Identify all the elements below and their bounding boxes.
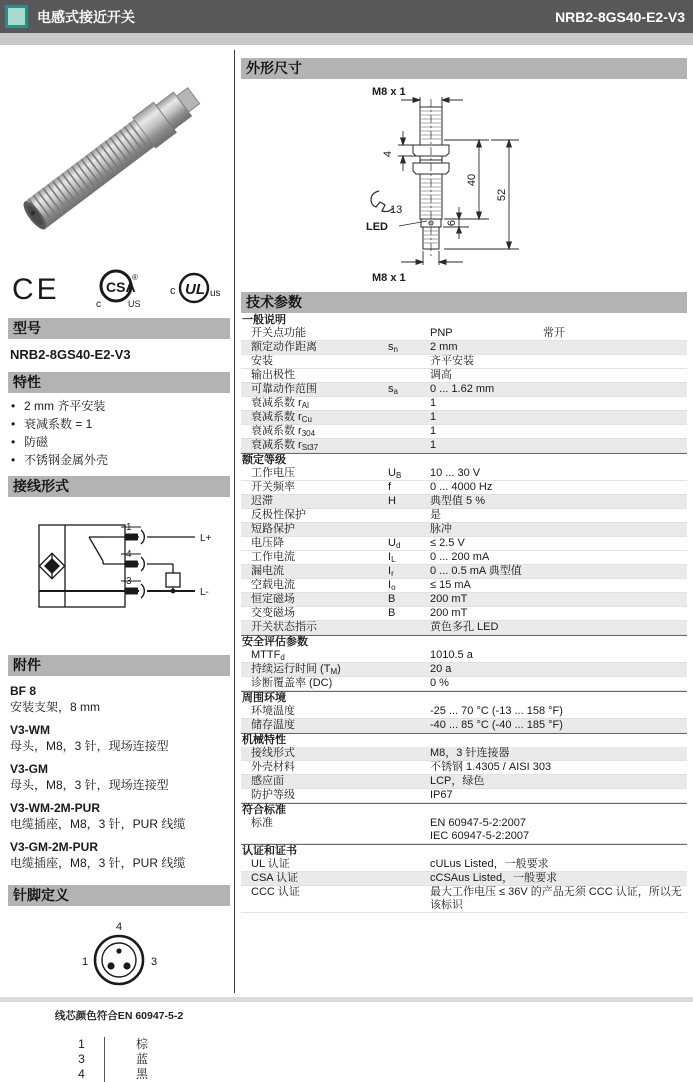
table-row bbox=[241, 593, 687, 607]
param-label: 安装 bbox=[251, 355, 273, 367]
param-label: 感应面 bbox=[251, 775, 284, 787]
table-row bbox=[241, 341, 687, 355]
csa-logo bbox=[84, 266, 148, 310]
param-symbol: B bbox=[388, 607, 396, 619]
svg-text:CE: CE bbox=[12, 273, 60, 305]
table-section-header: 符合标准 bbox=[241, 803, 687, 817]
left-column bbox=[8, 50, 230, 1082]
svg-text:52: 52 bbox=[496, 188, 508, 202]
product-photo bbox=[12, 60, 226, 260]
svg-text:4: 4 bbox=[116, 921, 123, 933]
table-row bbox=[241, 607, 687, 621]
table-row bbox=[241, 565, 687, 579]
param-value: 1010.5 a bbox=[430, 649, 473, 661]
param-label: 电压降 bbox=[251, 537, 284, 549]
param-value: 典型值 5 % bbox=[430, 495, 486, 507]
table-row bbox=[241, 775, 687, 789]
accessory-description: 电缆插座，M8，3 针，PUR 线缆 bbox=[10, 817, 186, 831]
param-label: CCC 认证 bbox=[251, 886, 300, 898]
table-section-header: 认证和证书 bbox=[241, 844, 687, 858]
param-value: 1 bbox=[430, 411, 437, 423]
param-label: 迟滞 bbox=[251, 495, 273, 507]
svg-text:M8 x 1: M8 x 1 bbox=[372, 272, 406, 284]
svg-text:6: 6 bbox=[446, 219, 458, 227]
param-label: $MTTF_d$ bbox=[251, 649, 285, 662]
param-symbol: H bbox=[388, 495, 396, 507]
param-value: cULus Listed，一般要求 bbox=[430, 858, 549, 870]
param-label: 持续运行时间 $(T_M)$ bbox=[251, 663, 341, 676]
feature-item: • 衰减系数 = 1 bbox=[8, 417, 230, 432]
accessory-item bbox=[10, 840, 230, 871]
svg-text:3: 3 bbox=[125, 576, 132, 587]
param-symbol: $I_r$ bbox=[388, 565, 394, 578]
table-row bbox=[241, 369, 687, 383]
param-label: 衰减系数 $r_{Al}$ bbox=[251, 397, 309, 410]
param-label: 衰减系数 $r_{St37}$ bbox=[251, 439, 319, 452]
accessory-description: 安装支架，8 mm bbox=[10, 700, 101, 714]
table-row bbox=[241, 621, 687, 635]
param-value: 0 ... 4000 Hz bbox=[430, 481, 493, 493]
param-value: ≤ 15 mA bbox=[430, 579, 471, 591]
table-row bbox=[241, 649, 687, 663]
table-row bbox=[241, 397, 687, 411]
param-value: IP67 bbox=[430, 789, 453, 801]
table-row bbox=[241, 579, 687, 593]
table-section-header: 安全评估参数 bbox=[241, 635, 687, 649]
param-value: 2 mm bbox=[430, 341, 458, 353]
table-row bbox=[241, 677, 687, 691]
header-divider-strip bbox=[0, 33, 693, 45]
model-number: NRB2-8GS40-E2-V3 bbox=[10, 347, 131, 362]
connector-pinout-diagram bbox=[64, 920, 174, 992]
param-value: 最大工作电压 ≤ 36V 的产品无须 CCC 认证，所以无该标识 bbox=[430, 886, 682, 911]
svg-text:1: 1 bbox=[82, 956, 89, 968]
page-header bbox=[0, 0, 693, 33]
svg-text:13: 13 bbox=[390, 204, 403, 216]
param-value: 1 bbox=[430, 425, 437, 437]
param-label: 额定动作距离 bbox=[251, 341, 317, 353]
table-row bbox=[241, 425, 687, 439]
param-value: -25 ... 70 °C (-13 ... 158 °F) bbox=[430, 705, 563, 717]
svg-text:UL: UL bbox=[185, 281, 205, 298]
param-value: 200 mT bbox=[430, 593, 468, 605]
table-row bbox=[241, 495, 687, 509]
table-row bbox=[241, 509, 687, 523]
svg-text:L-: L- bbox=[199, 587, 209, 598]
table-row bbox=[241, 327, 687, 341]
param-label: 环境温度 bbox=[251, 705, 295, 717]
param-label: UL 认证 bbox=[251, 858, 290, 870]
ul-logo bbox=[162, 268, 226, 308]
feature-list bbox=[8, 399, 230, 468]
table-row bbox=[241, 355, 687, 369]
param-label: 衰减系数 $r_{304}$ bbox=[251, 425, 316, 438]
table-row bbox=[241, 872, 687, 886]
param-value: 0 ... 0.5 mA 典型值 bbox=[430, 565, 522, 577]
param-value: M8，3 针连接器 bbox=[430, 747, 510, 759]
table-row bbox=[241, 663, 687, 677]
section-title-accessories: 附件 bbox=[8, 655, 230, 676]
param-label: 可靠动作范围 bbox=[251, 383, 317, 395]
param-value: 调高 bbox=[430, 369, 452, 381]
table-row bbox=[241, 551, 687, 565]
param-label: 储存温度 bbox=[251, 719, 295, 731]
accessory-code: V3-GM bbox=[10, 762, 49, 776]
table-row bbox=[241, 705, 687, 719]
param-value: cCSAus Listed，一般要求 bbox=[430, 872, 558, 884]
table-row bbox=[241, 761, 687, 775]
dimension-drawing bbox=[241, 79, 687, 292]
pin-wire-color: 黑 bbox=[135, 1067, 148, 1081]
table-section-header: 周围环境 bbox=[241, 691, 687, 705]
svg-text:c: c bbox=[170, 285, 176, 297]
pin-number: 3 bbox=[59, 1052, 105, 1067]
pin-wire-color: 蓝 bbox=[135, 1052, 148, 1066]
feature-item: • 防磁 bbox=[8, 435, 230, 450]
table-row bbox=[241, 719, 687, 733]
param-label: 接线形式 bbox=[251, 747, 295, 759]
param-symbol: $I_L$ bbox=[388, 551, 396, 564]
section-title-pinout: 针脚定义 bbox=[8, 885, 230, 906]
svg-text:®: ® bbox=[132, 273, 138, 282]
param-value: 0 ... 200 mA bbox=[430, 551, 490, 563]
param-value: 1 bbox=[430, 397, 437, 409]
param-symbol: f bbox=[388, 481, 392, 493]
svg-text:c: c bbox=[96, 299, 101, 310]
pin-number: 4 bbox=[59, 1067, 105, 1082]
section-title-connection: 接线形式 bbox=[8, 476, 230, 497]
pin-color-row bbox=[59, 1067, 179, 1082]
param-value: EN 60947-5-2:2007 IEC 60947-5-2:2007 bbox=[430, 817, 530, 842]
param-value: ≤ 2.5 V bbox=[430, 537, 465, 549]
svg-text:1: 1 bbox=[125, 522, 132, 533]
table-row bbox=[241, 858, 687, 872]
param-value: -40 ... 85 °C (-40 ... 185 °F) bbox=[430, 719, 563, 731]
param-label: CSA 认证 bbox=[251, 872, 299, 884]
param-symbol: B bbox=[388, 593, 396, 605]
param-label: 工作电流 bbox=[251, 551, 295, 563]
table-row bbox=[241, 817, 687, 844]
svg-text:CSA: CSA bbox=[106, 279, 136, 295]
svg-text:L+: L+ bbox=[199, 533, 211, 544]
param-value: 是 bbox=[430, 509, 441, 521]
svg-text:40: 40 bbox=[466, 173, 478, 187]
product-category-title: 电感式接近开关 bbox=[37, 8, 135, 25]
svg-text:3: 3 bbox=[151, 956, 158, 968]
param-value-secondary: 常开 bbox=[543, 327, 565, 339]
table-row bbox=[241, 747, 687, 761]
table-section-header: 机械特性 bbox=[241, 733, 687, 747]
param-label: 外壳材料 bbox=[251, 761, 295, 773]
table-row bbox=[241, 481, 687, 495]
table-row bbox=[241, 537, 687, 551]
wiring-diagram bbox=[17, 513, 222, 625]
param-value: 脉冲 bbox=[430, 523, 452, 535]
accessory-code: V3-WM bbox=[10, 723, 50, 737]
table-row bbox=[241, 789, 687, 803]
param-value: 黄色多孔 LED bbox=[430, 621, 499, 633]
accessory-item bbox=[10, 684, 230, 715]
section-title-dimensions: 外形尺寸 bbox=[241, 58, 687, 79]
svg-text:M8 x 1: M8 x 1 bbox=[372, 86, 406, 98]
param-label: 标准 bbox=[251, 817, 273, 829]
param-label: 衰减系数 $r_{Cu}$ bbox=[251, 411, 312, 424]
accessory-item bbox=[10, 801, 230, 832]
table-row bbox=[241, 411, 687, 425]
table-section-header: 额定等级 bbox=[241, 453, 687, 467]
param-label: 开关频率 bbox=[251, 481, 295, 493]
product-model-header: NRB2-8GS40-E2-V3 bbox=[555, 8, 685, 25]
param-value: 齐平安装 bbox=[430, 355, 474, 367]
accessory-item bbox=[10, 723, 230, 754]
param-label: 输出极性 bbox=[251, 369, 295, 381]
wire-color-note: 线芯颜色符合EN 60947-5-2 bbox=[54, 1010, 184, 1022]
accessory-description: 母头，M8，3 针，现场连接型 bbox=[10, 739, 169, 753]
param-label: 交变磁场 bbox=[251, 607, 295, 619]
param-symbol: $U_B$ bbox=[388, 467, 402, 480]
svg-text:4: 4 bbox=[382, 150, 394, 158]
feature-item: • 2 mm 齐平安装 bbox=[8, 399, 230, 414]
brand-logo-icon bbox=[5, 5, 28, 28]
param-label: 空载电流 bbox=[251, 579, 295, 591]
param-value-primary: PNP bbox=[430, 327, 453, 339]
param-value: 10 ... 30 V bbox=[430, 467, 481, 479]
table-row bbox=[241, 886, 687, 913]
accessory-item bbox=[10, 762, 230, 793]
ce-mark-logo bbox=[12, 271, 70, 305]
param-symbol: $U_d$ bbox=[388, 537, 401, 550]
section-title-model: 型号 bbox=[8, 318, 230, 339]
param-value: 20 a bbox=[430, 663, 452, 675]
tech-data-table bbox=[241, 314, 687, 913]
param-symbol: $s_a$ bbox=[388, 383, 398, 396]
accessory-description: 母头，M8，3 针，现场连接型 bbox=[10, 778, 169, 792]
svg-text:LED: LED bbox=[366, 221, 388, 233]
param-label: 漏电流 bbox=[251, 565, 284, 577]
table-row bbox=[241, 467, 687, 481]
pin-color-row bbox=[59, 1037, 179, 1052]
param-value: 200 mT bbox=[430, 607, 468, 619]
param-value: 0 % bbox=[430, 677, 449, 689]
param-label: 防护等级 bbox=[251, 789, 295, 801]
section-title-tech-data: 技术参数 bbox=[241, 292, 687, 313]
pin-color-row bbox=[59, 1052, 179, 1067]
param-value bbox=[430, 327, 687, 340]
param-label: 诊断覆盖率 (DC) bbox=[251, 677, 333, 689]
accessory-description: 电缆插座，M8，3 针，PUR 线缆 bbox=[10, 856, 186, 870]
section-title-features: 特性 bbox=[8, 372, 230, 393]
accessory-list bbox=[10, 684, 230, 871]
table-row bbox=[241, 439, 687, 453]
pin-color-table bbox=[59, 1037, 179, 1082]
param-label: 反极性保护 bbox=[251, 509, 306, 521]
svg-text:US: US bbox=[128, 299, 141, 309]
svg-text:us: us bbox=[210, 288, 221, 299]
accessory-code: V3-GM-2M-PUR bbox=[10, 840, 99, 854]
table-row bbox=[241, 383, 687, 397]
param-label: 短路保护 bbox=[251, 523, 295, 535]
right-column bbox=[241, 58, 687, 913]
accessory-code: V3-WM-2M-PUR bbox=[10, 801, 100, 815]
param-label: 工作电压 bbox=[251, 467, 295, 479]
pin-number: 1 bbox=[59, 1037, 105, 1052]
param-label: 恒定磁场 bbox=[251, 593, 295, 605]
param-symbol: $s_n$ bbox=[388, 341, 398, 354]
svg-text:4: 4 bbox=[125, 549, 132, 560]
accessory-code: BF 8 bbox=[10, 684, 37, 698]
param-value: LCP，绿色 bbox=[430, 775, 485, 787]
param-label: 开关状态指示 bbox=[251, 621, 317, 633]
param-label: 开关点功能 bbox=[251, 327, 306, 339]
param-value: 1 bbox=[430, 439, 437, 451]
certification-logos bbox=[12, 268, 226, 308]
param-symbol: $I_o$ bbox=[388, 579, 396, 592]
column-divider bbox=[234, 50, 235, 993]
feature-item: • 不锈钢金属外壳 bbox=[8, 453, 230, 468]
param-value: 0 ... 1.62 mm bbox=[430, 383, 495, 395]
table-section-header: 一般说明 bbox=[242, 314, 286, 326]
table-row bbox=[241, 523, 687, 537]
pin-wire-color: 棕 bbox=[135, 1037, 148, 1051]
param-value: 不锈钢 1.4305 / AISI 303 bbox=[430, 761, 552, 773]
